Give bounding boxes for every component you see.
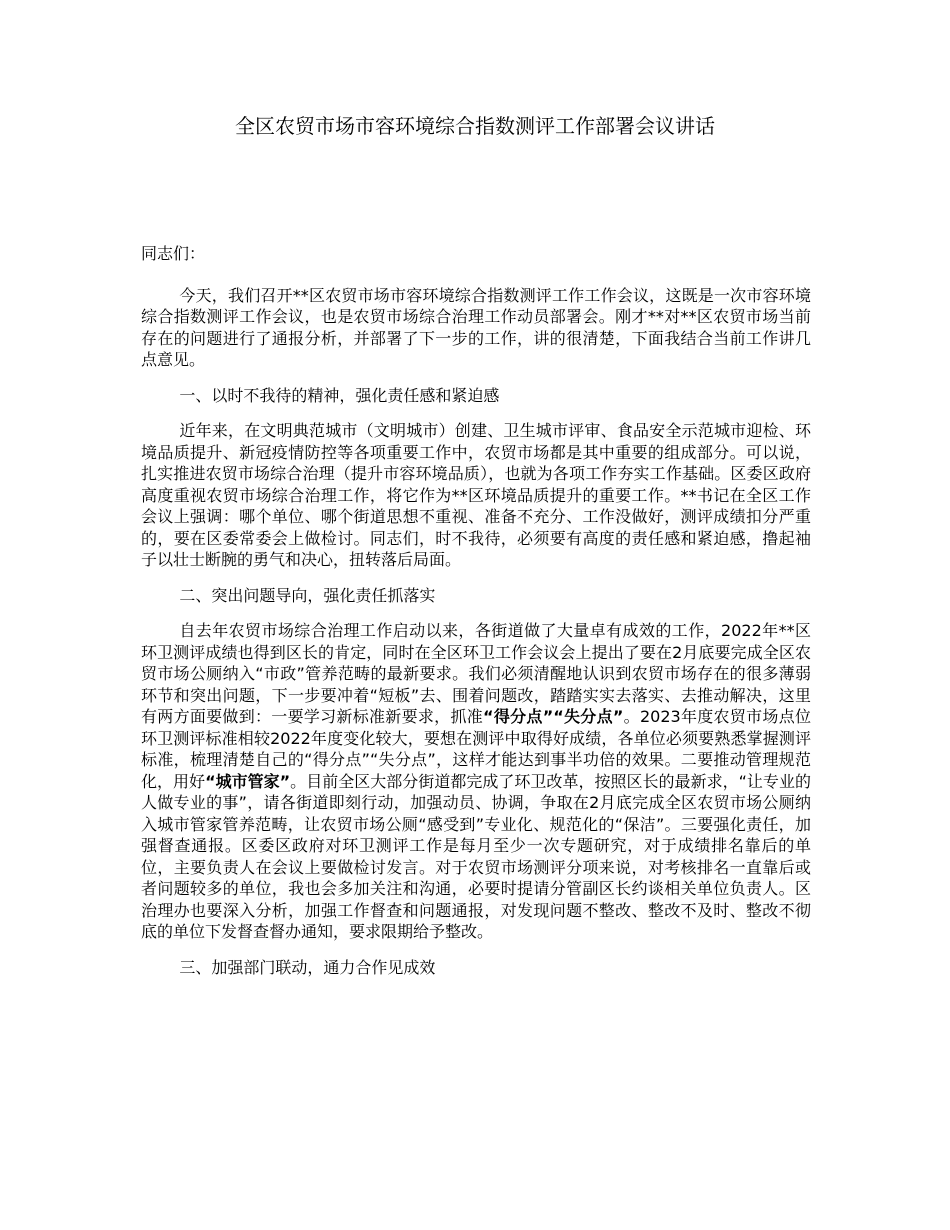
greeting: 同志们：: [141, 244, 206, 263]
paragraph-section-2-part-1: 自去年农贸市场综合治理工作启动以来，各街道做了大量卓有成效的工作，2022年**区环卫测评成绩也得到区长的肯定，同时在全区环卫工作会议会上提出了要在2月底要完成全区农贸市场公厕纳入“市政”管养范畴的最新要求。我们必须清醒地认识到农贸市场存在的很多薄弱环节和突出问题，下一步要冲着“短板”去、围着问题改，踏踏实实去落实、去推动解决，这里有两方面要做到：一要学习新标准新要求，抓准: [141, 621, 811, 726]
paragraph-section-2-part-2: 。2023年度农贸市场点位环卫测评标准相较2022年度变化较大，要想在测评中取得好成绩，各单位必须要熟悉掌握测评标准，梳理清楚自己的“得分点”“失分点”，这样才能达到事半功倍的效果。二要推动管理规范化，用好: [141, 707, 811, 791]
paragraph-intro: 今天，我们召开**区农贸市场市容环境综合指数测评工作工作会议，这既是一次市容环境综合指数测评工作会议，也是农贸市场综合治理工作动员部署会。刚才**对**区农贸市场当前存在的问题进行了通报分析，并部署了下一步的工作，讲的很清楚，下面我结合当前工作讲几点意见。: [141, 285, 811, 369]
paragraph-section-2: [141, 620, 811, 943]
paragraph-section-1: 近年来，在文明典范城市（文明城市）创建、卫生城市评审、食品安全示范城市迎检、环境品质提升、新冠疫情防控等各项重要工作中，农贸市场都是其中重要的组成部分。可以说，扎实推进农贸市场综合治理（提升市容环境品质），也就为各项工作夯实工作基础。区委区政府高度重视农贸市场综合治理工作，将它作为**区环境品质提升的重要工作。**书记在全区工作会议上强调：哪个单位、哪个街道思想不重视、准备不充分、工作没做好，测评成绩扣分严重的，要在区委常委会上做检讨。同志们，时不我待，必须要有高度的责任感和紧迫感，撸起袖子以壮士断腕的勇气和决心，扭转落后局面。: [141, 421, 811, 569]
section-heading-1: 一、以时不我待的精神，强化责任感和紧迫感: [179, 385, 500, 405]
bold-phrase-scoring-points: “得分点”“失分点”: [483, 707, 624, 726]
paragraph-section-2-part-3: 。目前全区大部分街道都完成了环卫改革，按照区长的最新求，“让专业的人做专业的事”，请各街道即刻行动，加强动员、协调，争取在2月底完成全区农贸市场公厕纳入城市管家管养范畴，让农贸市场公厕“感受到”专业化、规范化的“保洁”。三要强化责任，加强督查通报。区委区政府对环卫测评工作是每月至少一次专题研究，对于成绩排名靠后的单位，主要负责人在会议上要做检讨发言。对于农贸市场测评分项来说，对考核排名一直靠后或者问题较多的单位，我也会多加关注和沟通，必要时提请分管副区长约谈相关单位负责人。区治理办也要深入分析，加强工作督查和问题通报，对发现问题不整改、整改不及时、整改不彻底的单位下发督查督办通知，要求限期给予整改。: [141, 771, 811, 941]
document-body: [141, 243, 811, 992]
document-title: 全区农贸市场市容环境综合指数测评工作部署会议讲话: [235, 114, 715, 138]
section-heading-3: 三、加强部门联动，通力合作见成效: [179, 957, 436, 977]
bold-phrase-city-steward: “城市管家”: [205, 771, 291, 791]
section-heading-2: 二、突出问题导向，强化责任抓落实: [179, 585, 436, 605]
